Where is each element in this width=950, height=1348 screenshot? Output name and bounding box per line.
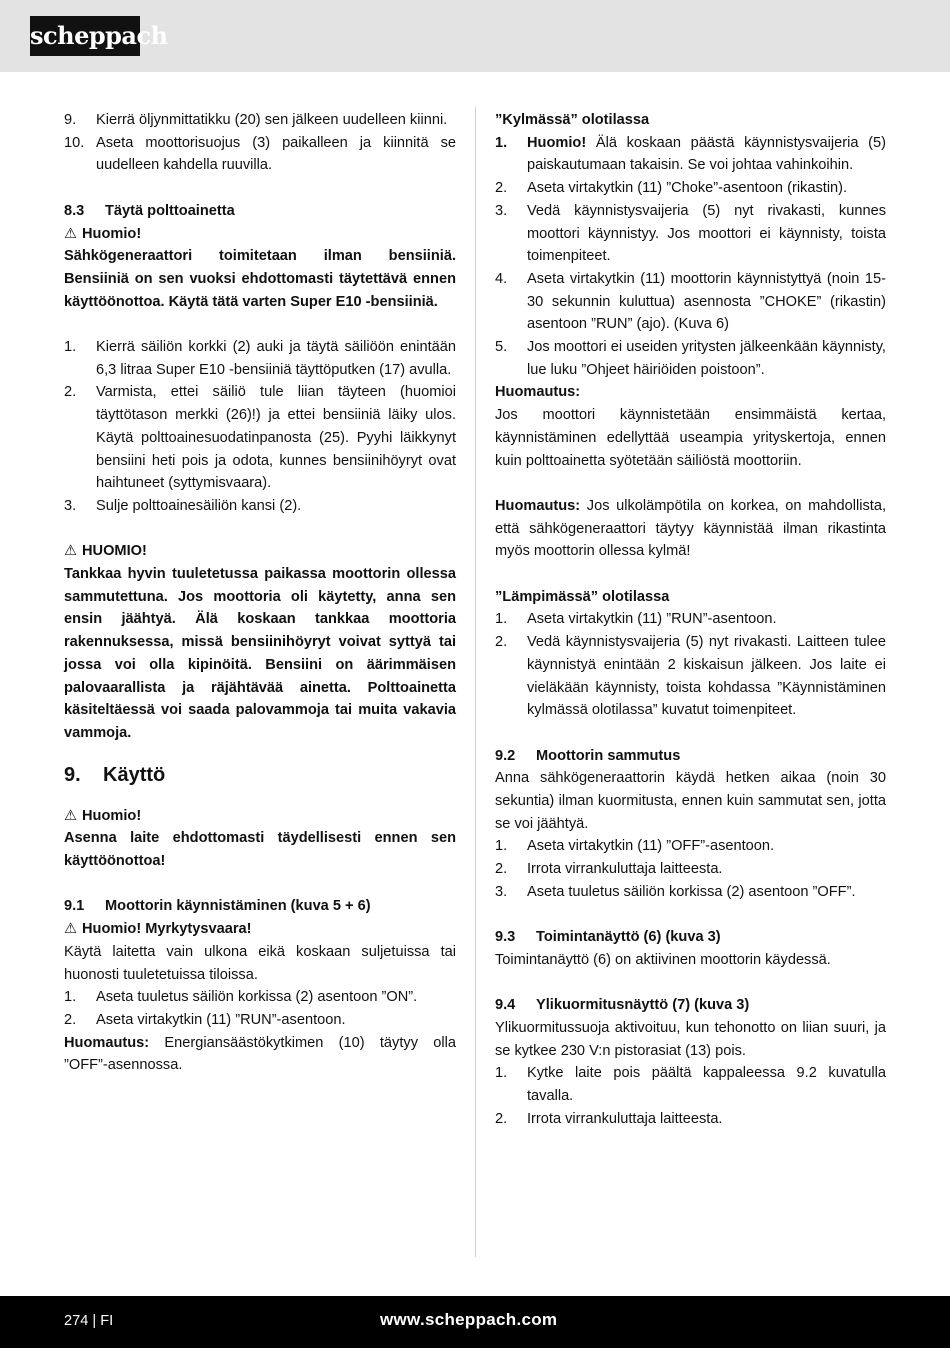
list-item: 1. Aseta tuuletus säiliön korkissa (2) asentoon ”ON”. <box>64 989 418 1006</box>
list-item: 2. Irrota virrankuluttaja laitteesta. <box>495 861 723 878</box>
section-heading-9-2: 9.2 Moottorin sammutus <box>495 747 681 764</box>
list-item: 3. Sulje polttoainesäiliön kansi (2). <box>64 497 302 514</box>
warning-text: Tankkaa hyvin tuuletetussa paikassa moottorin ollessa sammutettuna. Jos moottoria oli käytetty, anna sen ensin jäähtyä. Älä koskaan tankkaa moottoria rakennuksessa, missä bensiinihöyryt voivat syttyä tai jossa voi olla kipinöitä. Bensiini on äärimmäisen palovaarallista ja räjähtävää ainetta. Polttoainetta käsiteltäessä voi saada palovammoja tai muita vakavia vammoja. <box>64 566 456 741</box>
subheading-cold: ”Kylmässä” olotilassa <box>495 112 650 128</box>
list-item: 3. Vedä käynnistysvaijeria (5) nyt rivakasti, kunnes moottori käynnistyy. Jos moottori ei käynnisty, toista toimenpiteet. <box>495 202 886 265</box>
paragraph: Ylikuormitussuoja aktivoituu, kun tehonotto on liian suuri, ja se kytkee 230 V:n pistorasiat (13) pois. <box>495 1020 886 1059</box>
warning-triangle-icon: ⚠ <box>64 543 78 560</box>
list-item: 10. Aseta moottorisuojus (3) paikalleen ja kiinnitä se uudelleen kahdella ruuvilla. <box>64 134 456 174</box>
subheading-warm: ”Lämpimässä” olotilassa <box>495 588 670 605</box>
section-heading-9: 9. Käyttö <box>64 763 166 786</box>
right-column <box>495 109 886 1131</box>
list-item: 5. Jos moottori ei useiden yritysten jälkeenkään käynnisty, lue luku ”Ohjeet häiriöiden poistoon”. <box>495 339 886 378</box>
list-item: 3. Aseta tuuletus säiliön korkissa (2) asentoon ”OFF”. <box>495 883 856 900</box>
warning-triangle-icon: ⚠ <box>64 807 78 824</box>
section-heading-9-4: 9.4 Ylikuormitusnäyttö (7) (kuva 3) <box>495 997 750 1014</box>
list-item: 2. Varmista, ettei säiliö tule liian täyteen (huomioi täyttötason merkki (26)!) ja ettei bensiiniä läiky ulos. Käytä polttoainesuodatinpanosta (25). Pyyhi läikkynyt bensiini heti pois ja odota, kunnes bensiinihöyryt ovat haihtuneet (syttymisvaara). <box>64 384 456 492</box>
warning-title: ⚠ Huomio! <box>64 223 456 246</box>
website-link[interactable]: www.scheppach.com <box>380 1310 558 1329</box>
note-text: Jos moottori käynnistetään ensimmäistä kertaa, käynnistäminen edellyttää useampia yrityskertoja, ennen kuin polttoainetta syötetään säiliöstä moottoriin. <box>495 407 886 469</box>
note-label: Huomautus: <box>495 384 581 401</box>
warning-text: Sähkögeneraattori toimitetaan ilman bensiiniä. Bensiiniä on sen vuoksi ehdottomasti täytettävä ennen käyttöönottoa. Käytä tätä varten Super E10 -bensiiniä. <box>64 248 456 310</box>
list-item: 9. Kierrä öljynmittatikku (20) sen jälkeen uudelleen kiinni. <box>64 112 448 128</box>
page-footer <box>0 1296 950 1348</box>
warning-triangle-icon: ⚠ <box>64 225 78 242</box>
list-item: 1. Aseta virtakytkin (11) ”RUN”-asentoon. <box>495 611 777 628</box>
section-heading-9-1: 9.1 Moottorin käynnistäminen (kuva 5 + 6) <box>64 898 371 915</box>
brand-logo: scheppach <box>30 16 140 56</box>
list-item: 4. Aseta virtakytkin (11) moottorin käynnistyttyä (noin 15-30 sekunnin kuluttua) asennosta ”CHOKE” (rikastin) asentoon ”RUN” (ajo). (Kuva 6) <box>495 270 886 333</box>
list-item: 2. Irrota virrankuluttaja laitteesta. <box>495 1110 723 1127</box>
paragraph: Käytä laitetta vain ulkona eikä koskaan suljetuissa tai huonosti tuuletetuissa tiloissa. <box>64 943 456 983</box>
warning-text: Asenna laite ehdottomasti täydellisesti ennen sen käyttöönottoa! <box>64 830 456 870</box>
page-header <box>0 0 950 72</box>
list-item: 1. Kytke laite pois päältä kappaleessa 9.2 kuvatulla tavalla. <box>495 1065 886 1105</box>
section-heading-9-3: 9.3 Toimintanäyttö (6) (kuva 3) <box>495 929 721 946</box>
list-item: 2. Aseta virtakytkin (11) ”Choke”-asentoon (rikastin). <box>495 180 848 197</box>
list-item: 2. Vedä käynnistysvaijeria (5) nyt rivakasti. Laitteen tulee käynnistyä enintään 2 kiskaisun jälkeen. Jos laite ei vieläkään käynnisty, toista kohdassa ”Käynnistäminen kylmässä olotilassa” kuvatut toimenpiteet. <box>495 634 886 719</box>
left-column <box>64 109 456 1077</box>
column-divider <box>475 107 476 1257</box>
warning-title: ⚠ Huomio! <box>64 805 456 828</box>
paragraph: Anna sähkögeneraattorin käydä hetken aikaa (noin 30 sekuntia) ilman kuormitusta, ennen kuin sammutat sen, jotta se voi jäähtyä. <box>495 770 886 832</box>
warning-title: ⚠ Huomio! Myrkytysvaara! <box>64 918 456 941</box>
warning-title: ⚠ HUOMIO! <box>64 540 456 563</box>
list-item: 1. Kierrä säiliön korkki (2) auki ja täytä säiliöön enintään 6,3 litraa Super E10 -bensiiniä täyttöputken (17) avulla. <box>64 339 456 378</box>
warning-triangle-icon: ⚠ <box>64 921 78 938</box>
note: Huomautus: Energiansäästökytkimen (10) täytyy olla ”OFF”-asennossa. <box>64 1034 456 1074</box>
list-item: 2. Aseta virtakytkin (11) ”RUN”-asentoon. <box>64 1011 346 1028</box>
list-item: 1. Aseta virtakytkin (11) ”OFF”-asentoon. <box>495 838 775 855</box>
paragraph: Toimintanäyttö (6) on aktiivinen moottorin käydessä. <box>495 951 831 968</box>
note: Huomautus: Jos ulkolämpötila on korkea, on mahdollista, että sähkögeneraattori täytyy käynnistää ilman rikastinta myös moottorin ollessa kylmä! <box>495 497 886 560</box>
section-heading-8-3: 8.3 Täytä polttoainetta <box>64 202 235 219</box>
page-number: 274 | FI <box>64 1313 114 1329</box>
list-item: 1. Huomio! Älä koskaan päästä käynnistysvaijeria (5) paiskautumaan takaisin. Se voi johtaa vahinkoihin. <box>495 134 886 174</box>
